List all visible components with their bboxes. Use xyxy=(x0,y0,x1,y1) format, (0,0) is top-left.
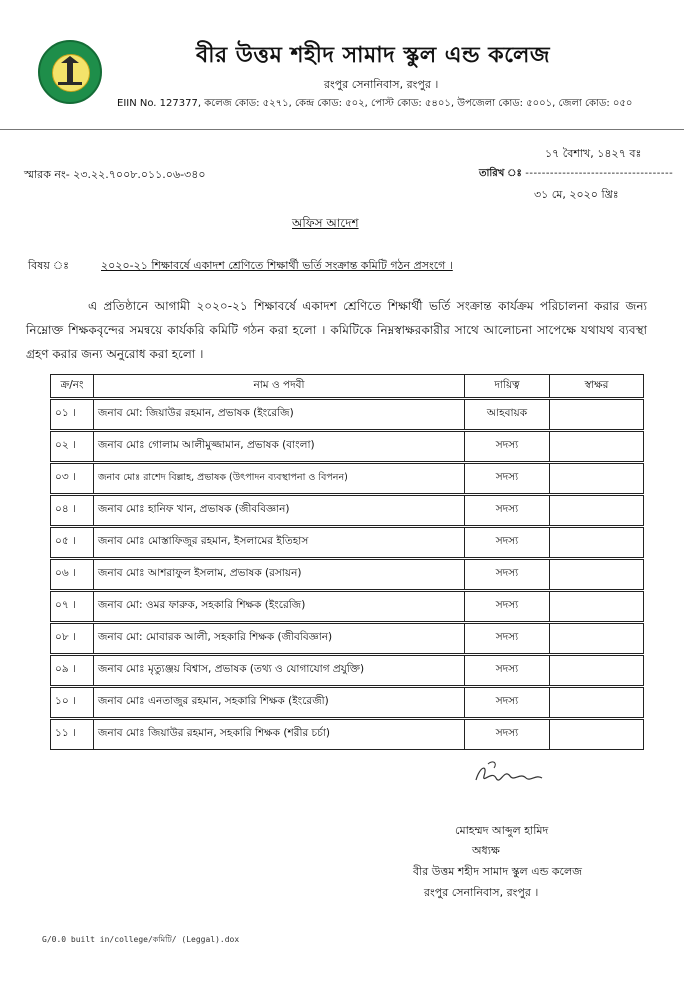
row-duty: সদস্য xyxy=(465,495,550,527)
school-crest-icon xyxy=(38,40,102,104)
header-duty: দায়িত্ব xyxy=(465,375,550,399)
table-header-row xyxy=(51,375,644,399)
file-path: G/0.0 built in/college/কমিটি/ (Leggal).dox xyxy=(42,935,240,944)
row-duty: সদস্য xyxy=(465,719,550,750)
row-serial: ০৪ । xyxy=(51,495,94,527)
row-serial: ০৭ । xyxy=(51,591,94,623)
school-codes: EIIN No. 127377, কলেজ কোড: ৫২৭১, কেন্দ্র কোড: ৫০২, পোস্ট কোড: ৫৪০১, উপজেলা কোড: ৫০০১, জেলা কোড: ০৫০ xyxy=(117,98,633,109)
row-name: জনাব মো: মোবারক আলী, সহকারি শিক্ষক (জীববিজ্ঞান) xyxy=(94,623,465,655)
table-row xyxy=(51,399,644,431)
memo-number: স্মারক নং- ২৩.২২.৭০০৮.০১১.০৬-৩৪০ xyxy=(24,168,206,181)
signatory-title: অধ্যক্ষ xyxy=(472,844,500,857)
subject-label: বিষয় ঃ xyxy=(28,259,70,272)
row-signature xyxy=(550,623,644,655)
document-title: অফিস আদেশ xyxy=(292,216,359,230)
row-name: জনাব মোঃ জিয়াউর রহমান, সহকারি শিক্ষক (শরীর চর্চা) xyxy=(94,719,465,750)
row-signature xyxy=(550,655,644,687)
row-serial: ০৫ । xyxy=(51,527,94,559)
row-signature xyxy=(550,719,644,750)
row-name: জনাব মোঃ মৃত্যুঞ্জয় বিশ্বাস, প্রভাষক (তথ্য ও যোগাযোগ প্রযুক্তি) xyxy=(94,655,465,687)
row-signature xyxy=(550,431,644,463)
signatory-address: রংপুর সেনানিবাস, রংপুর । xyxy=(424,886,539,899)
row-signature xyxy=(550,559,644,591)
table-row xyxy=(51,431,644,463)
row-name: জনাব মোঃ আশরাফুল ইসলাম, প্রভাষক (রসায়ন) xyxy=(94,559,465,591)
row-name: জনাব মোঃ মোস্তাফিজুর রহমান, ইসলামের ইতিহাস xyxy=(94,527,465,559)
row-duty: সদস্য xyxy=(465,591,550,623)
row-duty: সদস্য xyxy=(465,687,550,719)
row-duty: সদস্য xyxy=(465,559,550,591)
row-signature xyxy=(550,463,644,495)
row-duty: সদস্য xyxy=(465,431,550,463)
row-serial: ০৯ । xyxy=(51,655,94,687)
row-name-text: জনাব মোঃ রাশেদ বিল্লাহ, প্রভাষক (উৎপাদন ব্যবস্থাপনা ও বিপনন) xyxy=(98,472,348,483)
row-name xyxy=(94,463,465,495)
row-serial: ১০ । xyxy=(51,687,94,719)
row-signature xyxy=(550,591,644,623)
row-name: জনাব মোঃ এনতাজুর রহমান, সহকারি শিক্ষক (ইংরেজী) xyxy=(94,687,465,719)
row-duty: সদস্য xyxy=(465,655,550,687)
header-signature: স্বাক্ষর xyxy=(550,375,644,399)
header-serial: ক্র/নং xyxy=(51,375,94,399)
table-row xyxy=(51,687,644,719)
row-serial: ০৬ । xyxy=(51,559,94,591)
bangla-date: ১৭ বৈশাখ, ১৪২৭ বঃ xyxy=(545,147,642,160)
body-paragraph: এ প্রতিষ্ঠানে আগামী ২০২০-২১ শিক্ষাবর্ষে একাদশ শ্রেণিতে শিক্ষার্থী ভর্তি সংক্রান্ত কার্যক্রম পরিচালনা করার জন্য নিম্নোক্ত শিক্ষকবৃন্দের সমন্বয়ে কার্যকরি কমিটি গঠন করা হলো । কমিটিকে নিম্নস্বাক্ষরকারীর সাথে আলোচনা সাপেক্ষে যথাযথ ব্যবস্থা গ্রহণ করার জন্য অনুরোধ করা হলো । xyxy=(26,299,647,361)
row-serial: ০১ । xyxy=(51,399,94,431)
row-name: জনাব মো: ওমর ফারুক, সহকারি শিক্ষক (ইংরেজি) xyxy=(94,591,465,623)
table-row xyxy=(51,495,644,527)
header-divider xyxy=(0,129,684,130)
row-name: জনাব মো: জিয়াউর রহমান, প্রভাষক (ইংরেজি) xyxy=(94,399,465,431)
table-row xyxy=(51,559,644,591)
date-dots: ------------------------------------ xyxy=(525,168,674,179)
date-label xyxy=(479,166,673,183)
row-serial: ০৩ । xyxy=(51,463,94,495)
school-name: বীর উত্তম শহীদ সামাদ স্কুল এন্ড কলেজ xyxy=(196,43,551,68)
table-row xyxy=(51,655,644,687)
handwritten-signature xyxy=(470,758,560,792)
date-label-text: তারিখ ঃ xyxy=(479,168,522,179)
row-signature xyxy=(550,527,644,559)
table-row xyxy=(51,719,644,750)
table-row xyxy=(51,527,644,559)
table-row xyxy=(51,623,644,655)
committee-table xyxy=(50,374,644,750)
table-row xyxy=(51,463,644,495)
row-duty: সদস্য xyxy=(465,623,550,655)
row-serial: ১১ । xyxy=(51,719,94,750)
row-duty: সদস্য xyxy=(465,463,550,495)
header-name: নাম ও পদবী xyxy=(94,375,465,399)
row-signature xyxy=(550,495,644,527)
row-name: জনাব মোঃ গোলাম আলীমুজ্জামান, প্রভাষক (বাংলা) xyxy=(94,431,465,463)
school-address: রংপুর সেনানিবাস, রংপুর । xyxy=(324,78,439,91)
gregorian-date: ৩১ মে, ২০২০ খ্রিঃ xyxy=(534,188,619,201)
row-name: জনাব মোঃ হানিফ খান, প্রভাষক (জীববিজ্ঞান) xyxy=(94,495,465,527)
table-row xyxy=(51,591,644,623)
row-serial: ০৮ । xyxy=(51,623,94,655)
signatory-school: বীর উত্তম শহীদ সামাদ স্কুল এন্ড কলেজ xyxy=(413,865,583,878)
signatory-name: মোহম্মদ আব্দুল হামিদ xyxy=(455,824,549,837)
subject-text: ২০২০-২১ শিক্ষাবর্ষে একাদশ শ্রেণিতে শিক্ষার্থী ভর্তি সংক্রান্ত কমিটি গঠন প্রসংগে । xyxy=(101,259,453,272)
row-duty: সদস্য xyxy=(465,527,550,559)
row-serial: ০২ । xyxy=(51,431,94,463)
row-signature xyxy=(550,399,644,431)
row-signature xyxy=(550,687,644,719)
row-duty: আহবায়ক xyxy=(465,399,550,431)
